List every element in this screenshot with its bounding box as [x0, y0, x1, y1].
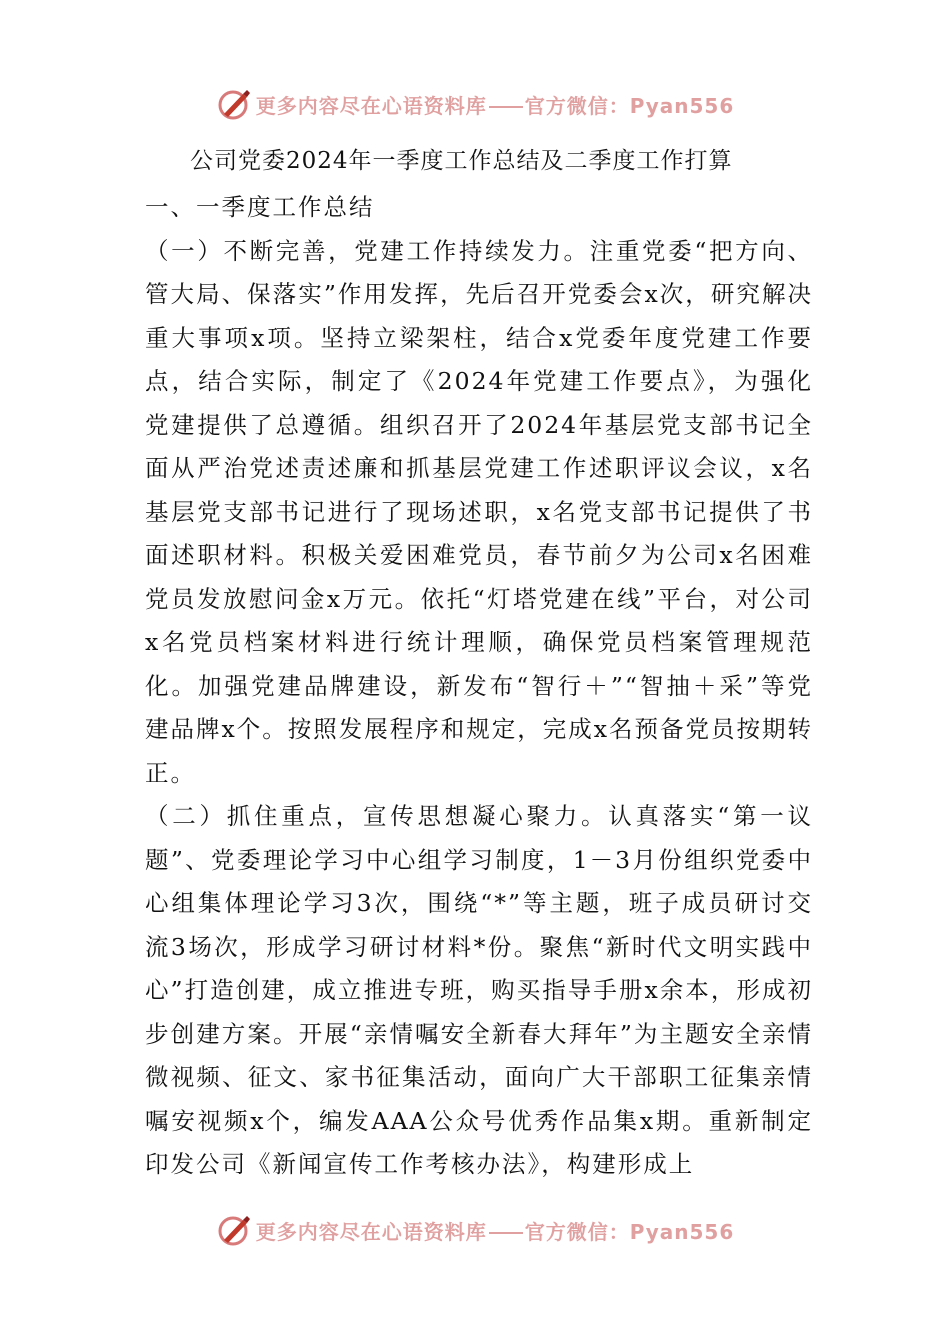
watermark-text: 更多内容尽在心语资料库 官方微信：Pyan556 — [255, 93, 735, 118]
section-heading: 一、一季度工作总结 — [145, 193, 375, 221]
paragraph-party-building: （一）不断完善，党建工作持续发力。注重党委“把方向、管大局、保落实”作用发挥，先后召开党委会x次，研究解决重大事项x项。坚持立梁架柱，结合x党委年度党建工作要点，结合实际，制定了《2024年党建工作要点》，为强化党建提供了总遵循。组织召开了2024年基层党支部书记全面从严治党述责述廉和抓基层党建工作述职评议会议，x名基层党支部书记进行了现场述职，x名党支部书记提供了书面述职材料。积极关爱困难党员，春节前夕为公司x名困难党员发放慰问金x万元。依托“灯塔党建在线”平台，对公司x名党员档案材料进行统计理顺，确保党员档案管理规范化。加强党建品牌建设，新发布“智行＋”“智抽＋采”等党建品牌x个。按照发展程序和规定，完成x名预备党员按期转正。 — [145, 236, 814, 787]
document-title: 公司党委2024年一季度工作总结及二季度工作打算 — [190, 148, 733, 174]
pen-in-circle-icon — [216, 86, 252, 122]
watermark-banner-top — [0, 82, 950, 126]
document-body — [145, 186, 813, 1187]
watermark-banner-bottom — [0, 1208, 950, 1252]
watermark-text: 更多内容尽在心语资料库 官方微信：Pyan556 — [255, 1219, 735, 1244]
paragraph-publicity: （二）抓住重点，宣传思想凝心聚力。认真落实“第一议题”、党委理论学习中心组学习制度，1－3月份组织党委中心组集体理论学习3次，围绕“*”等主题，班子成员研讨交流3场次，形成学习研讨材料*份。聚焦“新时代文明实践中心”打造创建，成立推进专班，购买指导手册x余本，形成初步创建方案。开展“亲情嘱安全新春大拜年”为主题安全亲情微视频、征文、家书征集活动，面向广大干部职工征集亲情嘱安视频x个，编发AAA公众号优秀作品集x期。重新制定印发公司《新闻宣传工作考核办法》，构建形成上 — [145, 802, 813, 1178]
pen-in-circle-icon — [216, 1212, 252, 1248]
